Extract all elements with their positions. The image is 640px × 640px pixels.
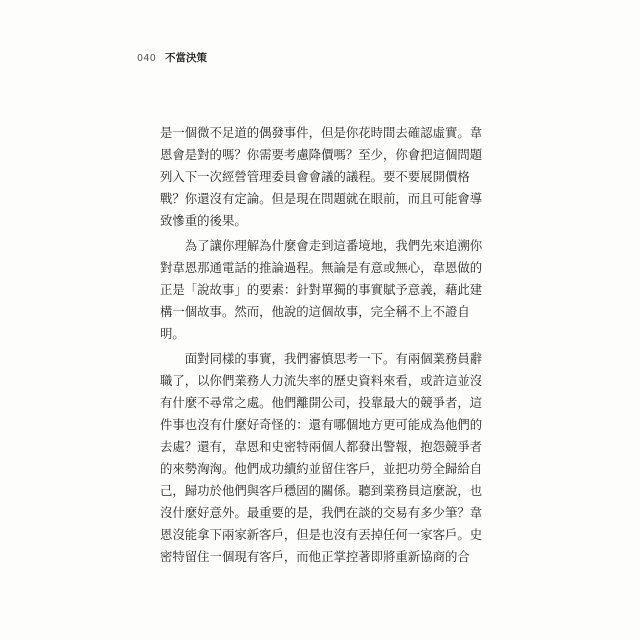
text-line: 戰？你還沒有定論。但是現在問題就在眼前，而且可能會導 [160,191,483,206]
text-line: 沒什麼好意外。最重要的是，我們在談的交易有多少筆？韋 [160,505,483,520]
text-line: 件事也沒有什麼好奇怪的：還有哪個地方更可能成為他們的 [160,417,483,432]
text-line: 致慘重的後果。 [160,213,247,228]
text-line: 對韋恩那通電話的推論過程。無論是有意或無心，韋恩做的 [160,260,483,275]
text-line: 的來勢洶洶。他們成功續約並留住客戶，並把功勞全歸給自 [160,461,483,476]
paragraph [160,235,490,345]
text-line: 去處？還有，韋恩和史密特兩個人都發出警報，抱怨競爭者 [160,439,483,454]
running-title: 不當決策 [165,52,208,64]
paragraph [160,122,490,232]
text-line: 職了，以你們業務人力流失率的歷史資料來看，或許這並沒 [160,373,483,388]
text-line: 密特留住一個現有客戶，而他正掌控著即將重新協商的合 [160,549,470,564]
text-line: 正是「說故事」的要素：針對單獨的事實賦予意義，藉此建 [160,282,483,297]
text-line: 明。 [160,326,185,341]
paragraph [160,348,490,568]
page-number: 040 [137,53,157,64]
text-line: 恩沒能拿下兩家新客戶，但是也沒有丟掉任何一家客戶。史 [160,527,483,542]
text-line: 是一個微不足道的偶發事件，但是你花時間去確認虛實。韋 [160,125,483,140]
text-line: 為了讓你理解為什麼會走到這番境地，我們先來追溯你 [184,238,483,253]
text-line: 構一個故事。然而，他說的這個故事，完全稱不上不證自 [160,304,470,319]
text-line: 列入下一次經營管理委員會會議的議程。要不要展開價格 [160,169,470,184]
text-line: 有什麼不尋常之處。他們離開公司，投靠最大的競爭者，這 [160,395,483,410]
text-line: 恩會是對的嗎？你需要考慮降價嗎？至少，你會把這個問題 [160,147,483,162]
text-line: 面對同樣的事實，我們審慎思考一下。有兩個業務員辭 [184,351,483,366]
text-line: 己，歸功於他們與客戶穩固的關係。聽到業務員這麼說，也 [160,483,483,498]
running-header [137,50,207,64]
body-text [160,122,490,568]
